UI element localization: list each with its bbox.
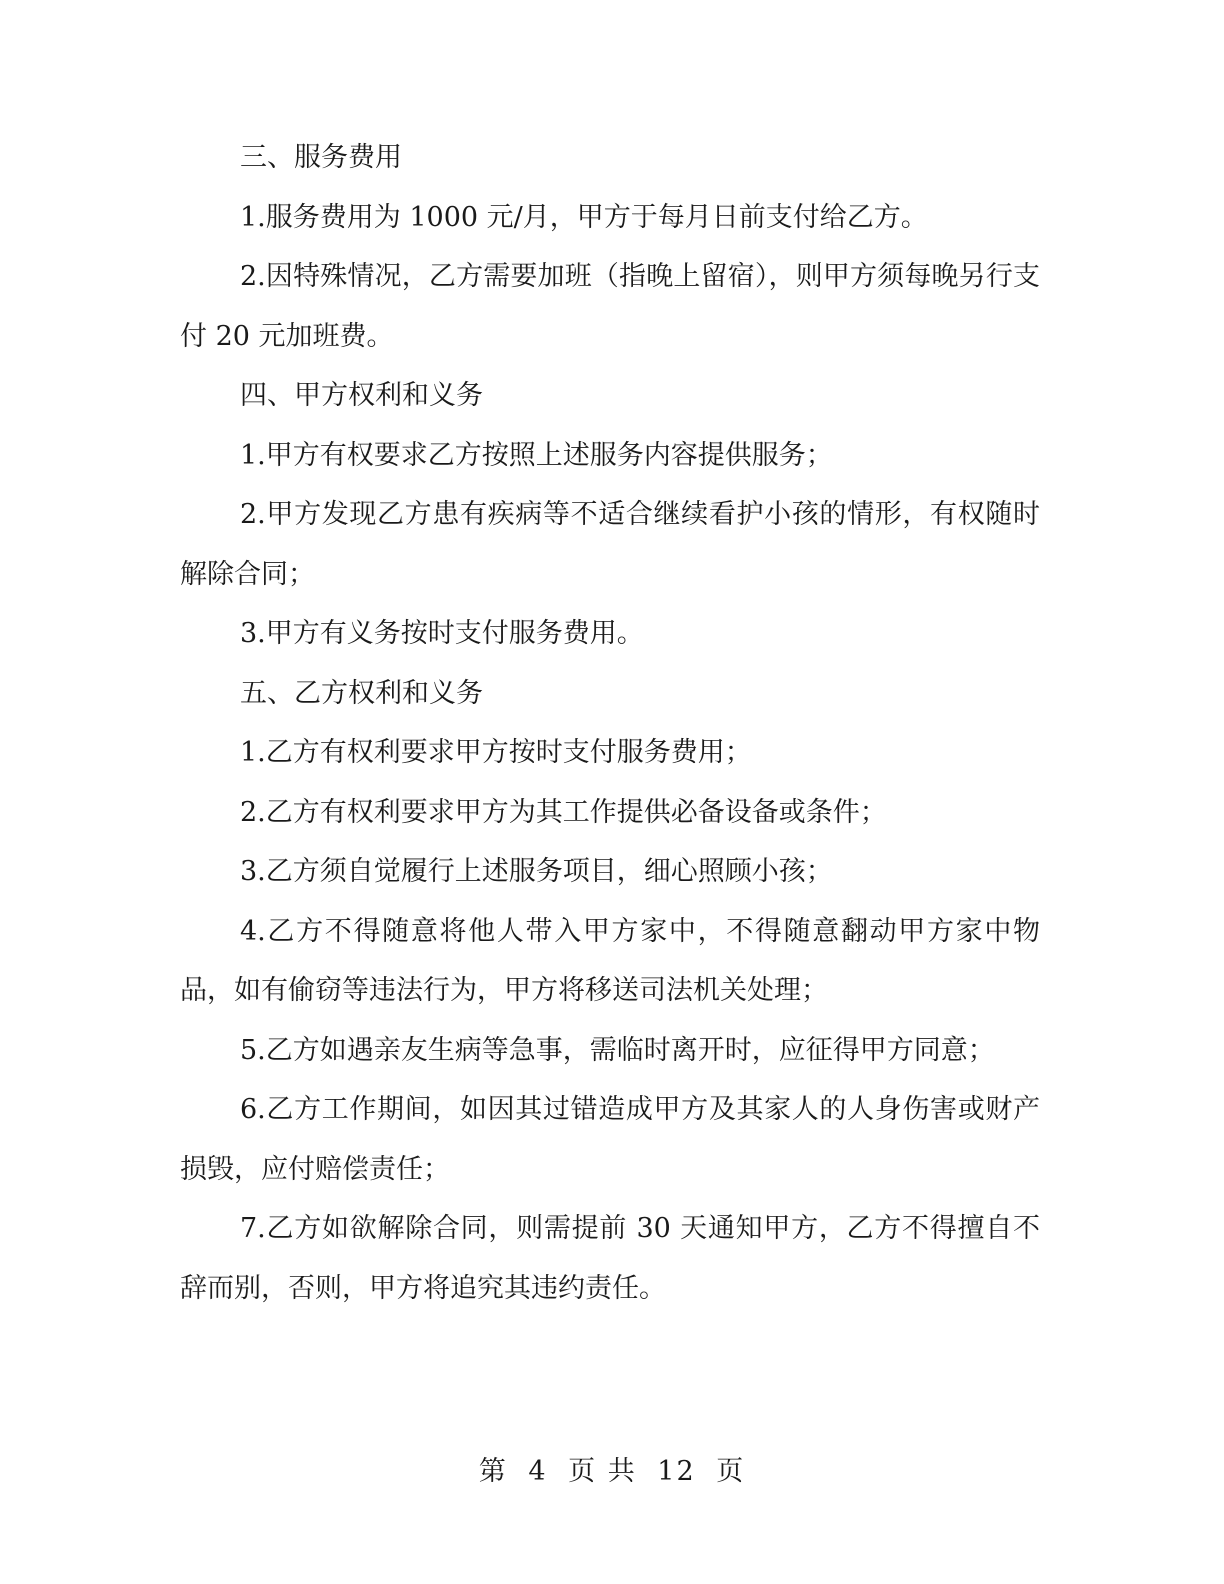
clause-party-b-7: 7.乙方如欲解除合同，则需提前 30 天通知甲方，乙方不得擅自不辞而别，否则，甲方将追究其违约责任。 — [180, 1213, 1040, 1304]
clause-party-a-2: 2.甲方发现乙方患有疾病等不适合继续看护小孩的情形，有权随时解除合同； — [180, 499, 1040, 590]
page-footer — [0, 1452, 1224, 1492]
section-heading-party-a: 四、甲方权利和义务 — [240, 380, 483, 411]
current-page-number: 4 — [528, 1456, 548, 1487]
clause-fees-2: 2.因特殊情况，乙方需要加班（指晚上留宿），则甲方须每晚另行支付 20 元加班费。 — [180, 261, 1040, 352]
total-pages-number: 12 — [657, 1456, 696, 1487]
clause-party-a-1: 1.甲方有权要求乙方按照上述服务内容提供服务； — [240, 439, 833, 471]
clause-party-b-6: 6.乙方工作期间，如因其过错造成甲方及其家人的人身伤害或财产损毁，应付赔偿责任； — [180, 1094, 1040, 1185]
clause-party-b-3: 3.乙方须自觉履行上述服务项目，细心照顾小孩； — [240, 856, 833, 887]
section-heading-party-b: 五、乙方权利和义务 — [240, 677, 483, 709]
clause-party-a-3: 3.甲方有义务按时支付服务费用。 — [240, 618, 644, 649]
clause-party-b-2: 2.乙方有权利要求甲方为其工作提供必备设备或条件； — [240, 796, 887, 828]
document-body — [180, 128, 1040, 1318]
clause-party-b-5: 5.乙方如遇亲友生病等急事，需临时离开时，应征得甲方同意； — [240, 1034, 995, 1066]
clause-fees-1: 1.服务费用为 1000 元/月，甲方于每月日前支付给乙方。 — [240, 201, 928, 233]
footer-middle: 页 共 — [568, 1456, 637, 1487]
section-heading-fees: 三、服务费用 — [240, 142, 402, 173]
footer-prefix: 第 — [478, 1456, 508, 1487]
clause-party-b-1: 1.乙方有权利要求甲方按时支付服务费用； — [240, 737, 752, 768]
footer-suffix: 页 — [716, 1456, 746, 1487]
clause-party-b-4: 4.乙方不得随意将他人带入甲方家中，不得随意翻动甲方家中物品，如有偷窃等违法行为，甲方将移送司法机关处理； — [180, 915, 1040, 1006]
